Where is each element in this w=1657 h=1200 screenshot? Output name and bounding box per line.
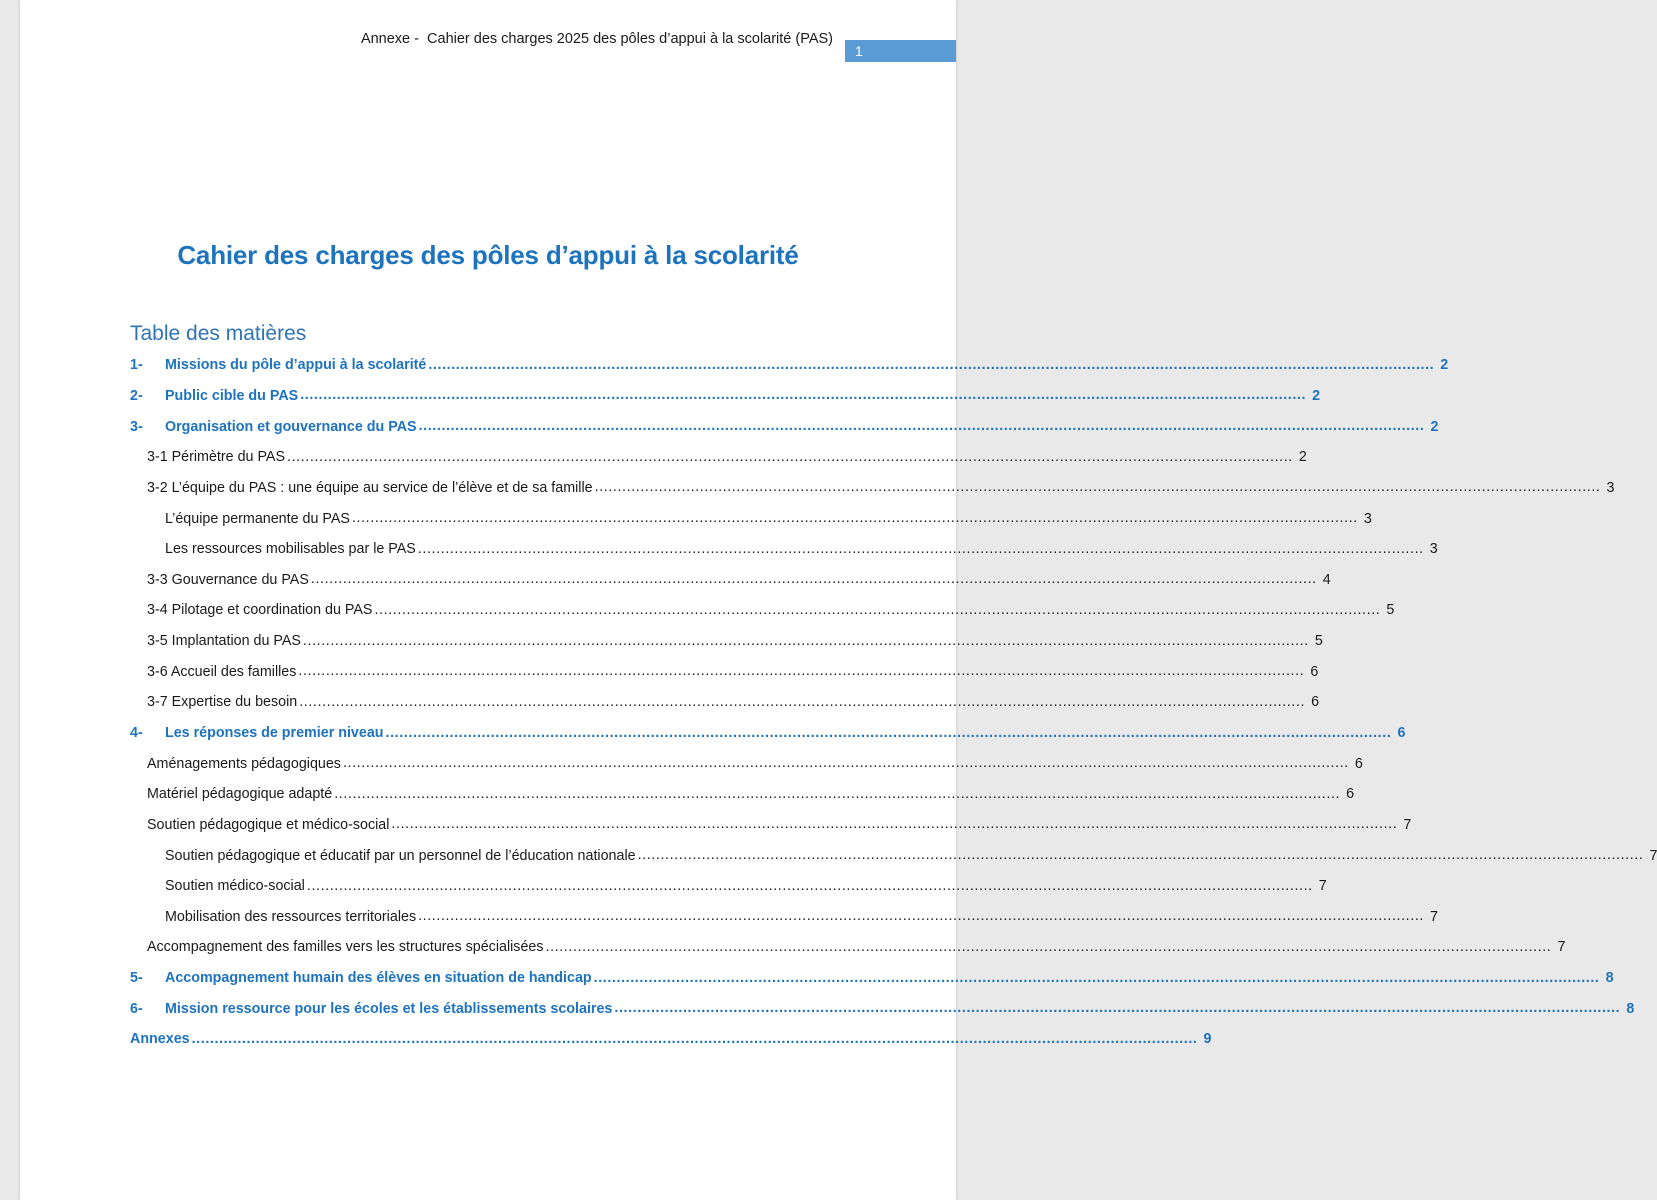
toc-entry-label: Soutien pédagogique et médico-social (147, 816, 390, 833)
toc-entry-3-7[interactable] (130, 687, 1320, 718)
toc-entry-number: 1- (130, 357, 143, 374)
toc-entry-label: Missions du pôle d’appui à la scolarité (165, 357, 427, 374)
toc-entry-3-3[interactable] (130, 564, 1331, 595)
toc-entry-page: 6 (1346, 786, 1355, 803)
toc-entry-3-4[interactable] (130, 595, 1395, 626)
toc-entry-label: 3-6 Accueil des familles (147, 663, 297, 680)
document-page (20, 0, 1657, 1200)
toc-entry-label: 3-7 Expertise du besoin (147, 694, 298, 711)
toc-heading: Table des matières (130, 322, 307, 345)
toc-entry-page: 8 (1626, 1000, 1635, 1017)
toc-dot-leader: ............................................................................................................................................................................................................................ (417, 540, 1424, 557)
toc-entry-label: Accompagnement des familles vers les structures spécialisées (147, 939, 544, 956)
toc-entry-label: Mission ressource pour les écoles et les établissements scolaires (165, 1000, 613, 1017)
page-number-badge: 1 (845, 40, 956, 62)
toc-entry-soutien-medico-social[interactable] (130, 871, 1327, 902)
toc-entry-3-1[interactable] (130, 442, 1307, 473)
toc-entry-3-5[interactable] (130, 626, 1323, 657)
toc-entry-page: 2 (1430, 418, 1439, 435)
toc-entry-page: 7 (1557, 939, 1566, 956)
toc-entry-page: 5 (1314, 633, 1323, 650)
toc-entry-3-2[interactable] (130, 473, 1615, 504)
toc-dot-leader: ............................................................................................................................................................................................................................ (385, 724, 1392, 741)
toc-entry-page: 7 (1318, 878, 1327, 895)
toc-entry-page: 9 (1203, 1031, 1212, 1048)
toc-dot-leader: ............................................................................................................................................................................................................................ (614, 1000, 1621, 1017)
toc-entry-accompagnement-familles[interactable] (130, 932, 1566, 963)
toc-entry-1[interactable] (130, 350, 1449, 381)
toc-dot-leader: ............................................................................................................................................................................................................................ (302, 632, 1309, 649)
toc-entry-page: 3 (1429, 541, 1438, 558)
toc-entry-label: Les ressources mobilisables par le PAS (165, 541, 416, 558)
toc-entry-page: 8 (1605, 970, 1614, 987)
toc-entry-2[interactable] (130, 381, 1321, 412)
toc-entry-soutien[interactable] (130, 810, 1412, 841)
toc-entry-page: 6 (1354, 755, 1363, 772)
toc-entry-mobilisation[interactable] (130, 902, 1438, 933)
toc-entry-3[interactable] (130, 411, 1439, 442)
toc-dot-leader: ............................................................................................................................................................................................................................ (334, 785, 1341, 802)
toc-dot-leader: ............................................................................................................................................................................................................................ (418, 418, 1425, 435)
toc-entry-label: 3-3 Gouvernance du PAS (147, 571, 309, 588)
toc-entry-number: 3- (130, 418, 143, 435)
toc-dot-leader: ............................................................................................................................................................................................................................ (351, 510, 1358, 527)
toc-entry-page: 6 (1310, 663, 1319, 680)
document-title: Cahier des charges des pôles d’appui à la scolarité (177, 240, 799, 270)
toc-entry-number: 6- (130, 1000, 143, 1017)
toc-entry-5[interactable] (130, 963, 1614, 994)
toc-entry-label: 3-5 Implantation du PAS (147, 633, 301, 650)
toc-entry-number: 5- (130, 970, 143, 987)
toc-dot-leader: ............................................................................................................................................................................................................................ (191, 1030, 1198, 1047)
toc-dot-leader: ............................................................................................................................................................................................................................ (418, 908, 1424, 925)
toc-dot-leader: ............................................................................................................................................................................................................................ (300, 387, 1307, 404)
toc-entry-page: 3 (1363, 510, 1372, 527)
toc-entry-page: 7 (1649, 847, 1657, 864)
toc-entry-page: 6 (1311, 694, 1320, 711)
toc-entry-page: 7 (1403, 816, 1412, 833)
toc-dot-leader: ............................................................................................................................................................................................................................ (298, 663, 1305, 680)
toc-entry-6[interactable] (130, 993, 1635, 1024)
toc-dot-leader: ............................................................................................................................................................................................................................ (310, 571, 1317, 588)
toc-entry-annexes[interactable] (130, 1024, 1212, 1055)
toc-entry-label: Matériel pédagogique adapté (147, 786, 333, 803)
toc-entry-ressources-mobilisables[interactable] (130, 534, 1438, 565)
toc-dot-leader: ............................................................................................................................................................................................................................ (593, 969, 1600, 986)
toc-entry-3-6[interactable] (130, 656, 1319, 687)
toc-entry-page: 4 (1322, 571, 1331, 588)
toc-entry-label: 3-4 Pilotage et coordination du PAS (147, 602, 373, 619)
toc-entry-label: Accompagnement humain des élèves en situation de handicap (165, 970, 592, 987)
toc-dot-leader: ............................................................................................................................................................................................................................ (391, 816, 1398, 833)
toc-entry-page: 3 (1606, 479, 1615, 496)
toc-entry-label: Les réponses de premier niveau (165, 725, 384, 741)
toc-entry-number: 2- (130, 387, 143, 404)
toc-entry-materiel[interactable] (130, 779, 1355, 810)
toc-entry-soutien-educatif[interactable] (130, 840, 1657, 871)
toc-dot-leader: ............................................................................................................................................................................................................................ (287, 448, 1293, 465)
toc-entry-label: Public cible du PAS (165, 387, 299, 404)
toc-entry-label: Soutien médico-social (165, 878, 305, 895)
toc-dot-leader: ............................................................................................................................................................................................................................ (428, 356, 1435, 373)
toc-entry-label: Annexes (130, 1031, 190, 1048)
running-header: Annexe - Cahier des charges 2025 des pôles d’appui à la scolarité (PAS) (360, 31, 833, 47)
toc-entry-label: Organisation et gouvernance du PAS (165, 418, 417, 435)
toc-entry-page: 2 (1298, 449, 1307, 466)
toc-dot-leader: ............................................................................................................................................................................................................................ (306, 877, 1313, 894)
toc-entry-page: 5 (1386, 602, 1395, 619)
toc-entry-label: Mobilisation des ressources territoriales (165, 908, 417, 925)
toc-entry-amenagements[interactable] (130, 748, 1363, 779)
toc-dot-leader: ............................................................................................................................................................................................................................ (342, 755, 1349, 772)
toc-entry-page: 2 (1440, 357, 1449, 374)
toc-dot-leader: ............................................................................................................................................................................................................................ (594, 479, 1601, 496)
toc-entry-label: Aménagements pédagogiques (147, 755, 341, 772)
table-of-contents (130, 350, 1657, 1055)
toc-entry-page: 7 (1430, 908, 1438, 925)
toc-entry-label: 3-2 L’équipe du PAS : une équipe au service de l’élève et de sa famille (147, 479, 593, 496)
toc-dot-leader: ............................................................................................................................................................................................................................ (545, 938, 1552, 955)
toc-dot-leader: ............................................................................................................................................................................................................................ (374, 601, 1381, 618)
toc-entry-page: 2 (1312, 387, 1321, 404)
toc-entry-label: 3-1 Périmètre du PAS (147, 449, 285, 466)
toc-entry-equipe-permanente[interactable] (130, 503, 1372, 534)
toc-entry-label: Soutien pédagogique et éducatif par un personnel de l’éducation nationale (165, 847, 636, 864)
toc-entry-label: L’équipe permanente du PAS (165, 510, 350, 527)
toc-entry-number: 4- (130, 725, 143, 741)
toc-entry-page: 6 (1397, 725, 1406, 741)
toc-dot-leader: ............................................................................................................................................................................................................................ (637, 847, 1644, 864)
toc-dot-leader: ............................................................................................................................................................................................................................ (299, 693, 1306, 710)
toc-entry-4[interactable] (130, 718, 1406, 749)
